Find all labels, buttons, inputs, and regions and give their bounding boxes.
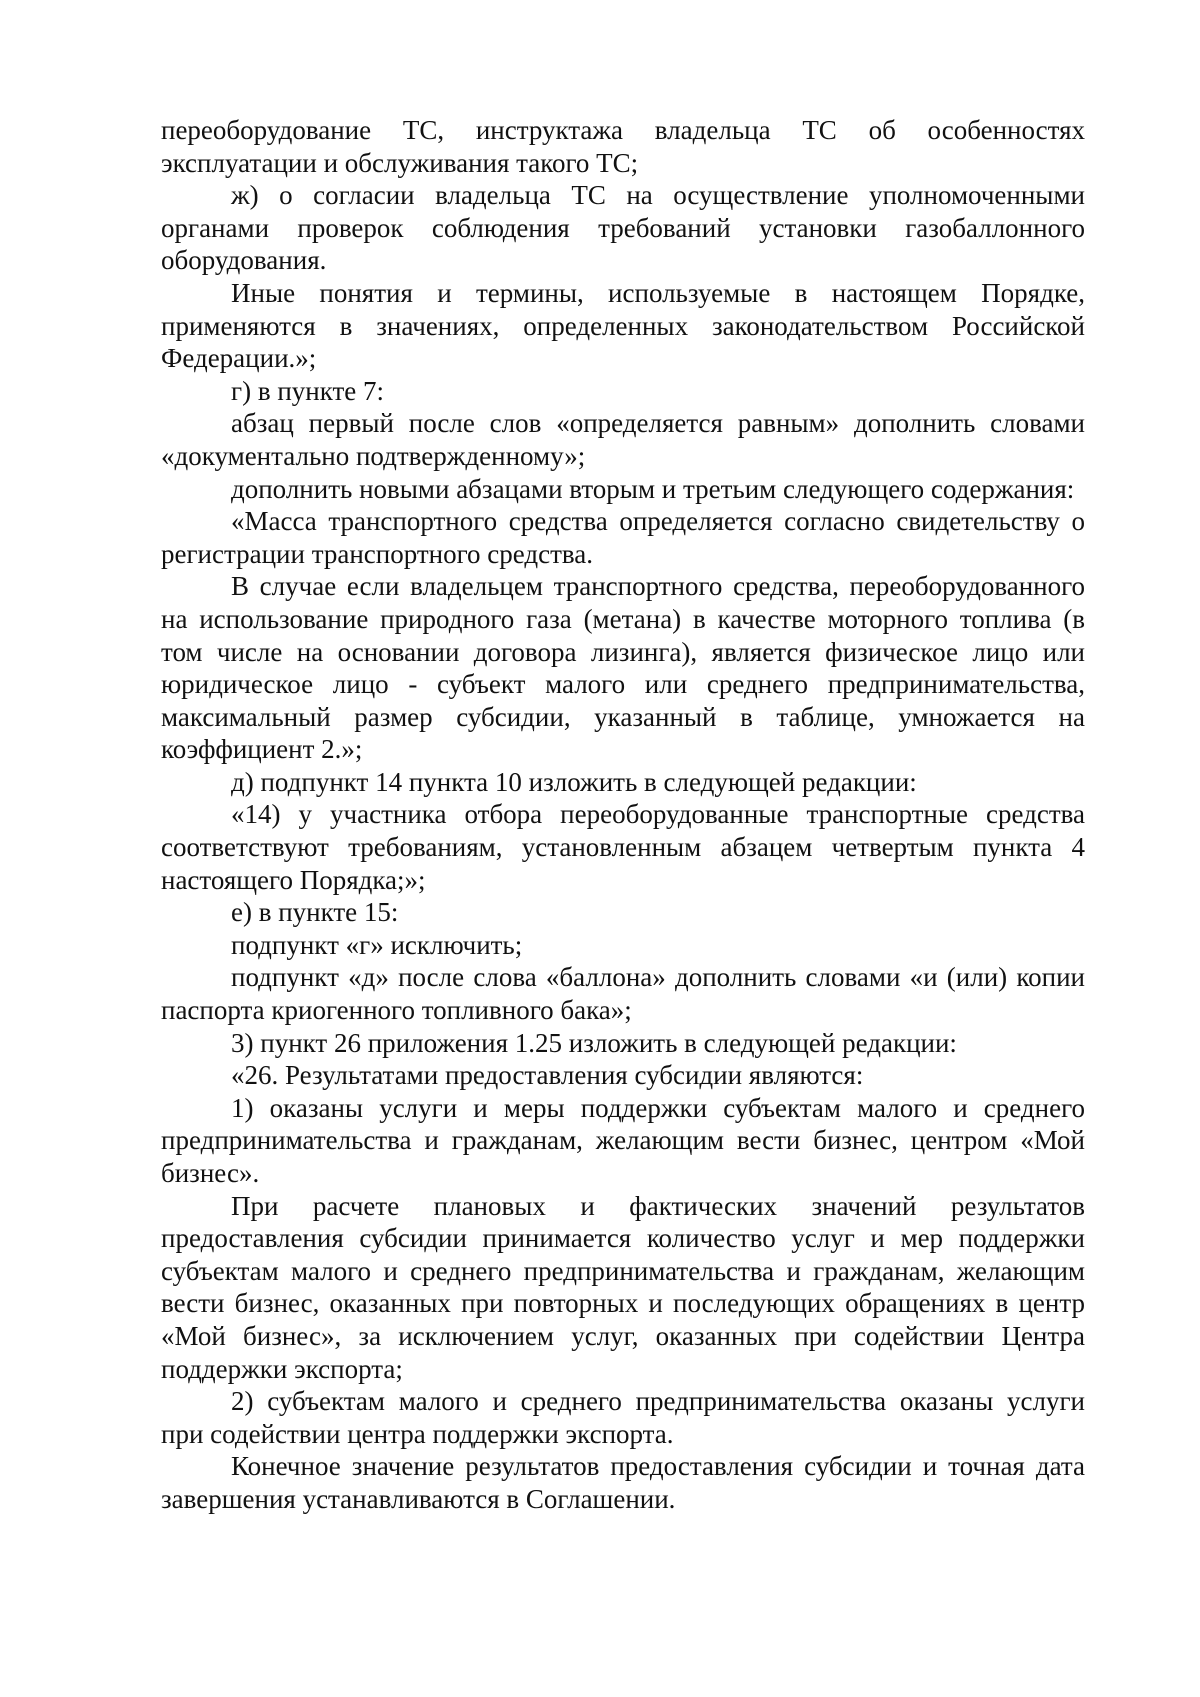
paragraph-16: 1) оказаны услуги и меры поддержки субъектам малого и среднего предпринимательства и гражданам, желающим вести бизнес, центром «Мой бизнес». [161, 1092, 1085, 1188]
paragraph-14: 3) пункт 26 приложения 1.25 изложить в следующей редакции: [231, 1027, 957, 1058]
paragraph-17: При расчете плановых и фактических значений результатов предоставления субсидии принимается количество услуг и мер поддержки субъектам малого и среднего предпринимательства и гражданам, желающим вести бизнес, оказанных при повторных и последующих обращениях в центр «Мой бизнес», за исключением услуг, оказанных при содействии Центра поддержки экспорта; [161, 1190, 1085, 1384]
paragraph-11: е) в пункте 15: [231, 897, 399, 928]
paragraph-18: 2) субъектам малого и среднего предпринимательства оказаны услуги при содействии центра поддержки экспорта. [161, 1386, 1085, 1449]
paragraph-19: Конечное значение результатов предоставления субсидии и точная дата завершения устанавливаются в Соглашении. [161, 1451, 1085, 1514]
paragraph-8: В случае если владельцем транспортного средства, переоборудованного на использование природного газа (метана) в качестве моторного топлива (в том числе на основании договора лизинга), является физическое лицо или юридическое лицо - субъект малого или среднего предпринимательства, максимальный размер субсидии, указанный в таблице, умножается на коэффициент 2.»; [161, 571, 1085, 765]
paragraph-9: д) подпункт 14 пункта 10 изложить в следующей редакции: [231, 766, 917, 797]
paragraph-6: дополнить новыми абзацами вторым и третьим следующего содержания: [231, 473, 1075, 504]
paragraph-4: г) в пункте 7: [231, 375, 385, 406]
paragraph-15: «26. Результатами предоставления субсидии являются: [231, 1060, 864, 1091]
document-body [161, 114, 1085, 1516]
paragraph-7: «Масса транспортного средства определяется согласно свидетельству о регистрации транспортного средства. [161, 506, 1085, 569]
paragraph-10: «14) у участника отбора переоборудованные транспортные средства соответствуют требованиям, установленным абзацем четвертым пункта 4 настоящего Порядка;»; [161, 799, 1085, 895]
paragraph-1: переоборудование ТС, инструктажа владельца ТС об особенностях эксплуатации и обслуживания такого ТС; [161, 115, 1085, 178]
paragraph-3: Иные понятия и термины, используемые в настоящем Порядке, применяются в значениях, определенных законодательством Российской Федерации.»; [161, 277, 1085, 374]
paragraph-5: абзац первый после слов «определяется равным» дополнить словами «документально подтвержденному»; [161, 408, 1085, 471]
paragraph-2: ж) о согласии владельца ТС на осуществление уполномоченными органами проверок соблюдения требований установки газобаллонного оборудования. [161, 180, 1085, 276]
paragraph-12: подпункт «г» исключить; [231, 929, 523, 960]
paragraph-13: подпункт «д» после слова «баллона» дополнить словами «и (или) копии паспорта криогенного топливного бака»; [161, 962, 1085, 1026]
